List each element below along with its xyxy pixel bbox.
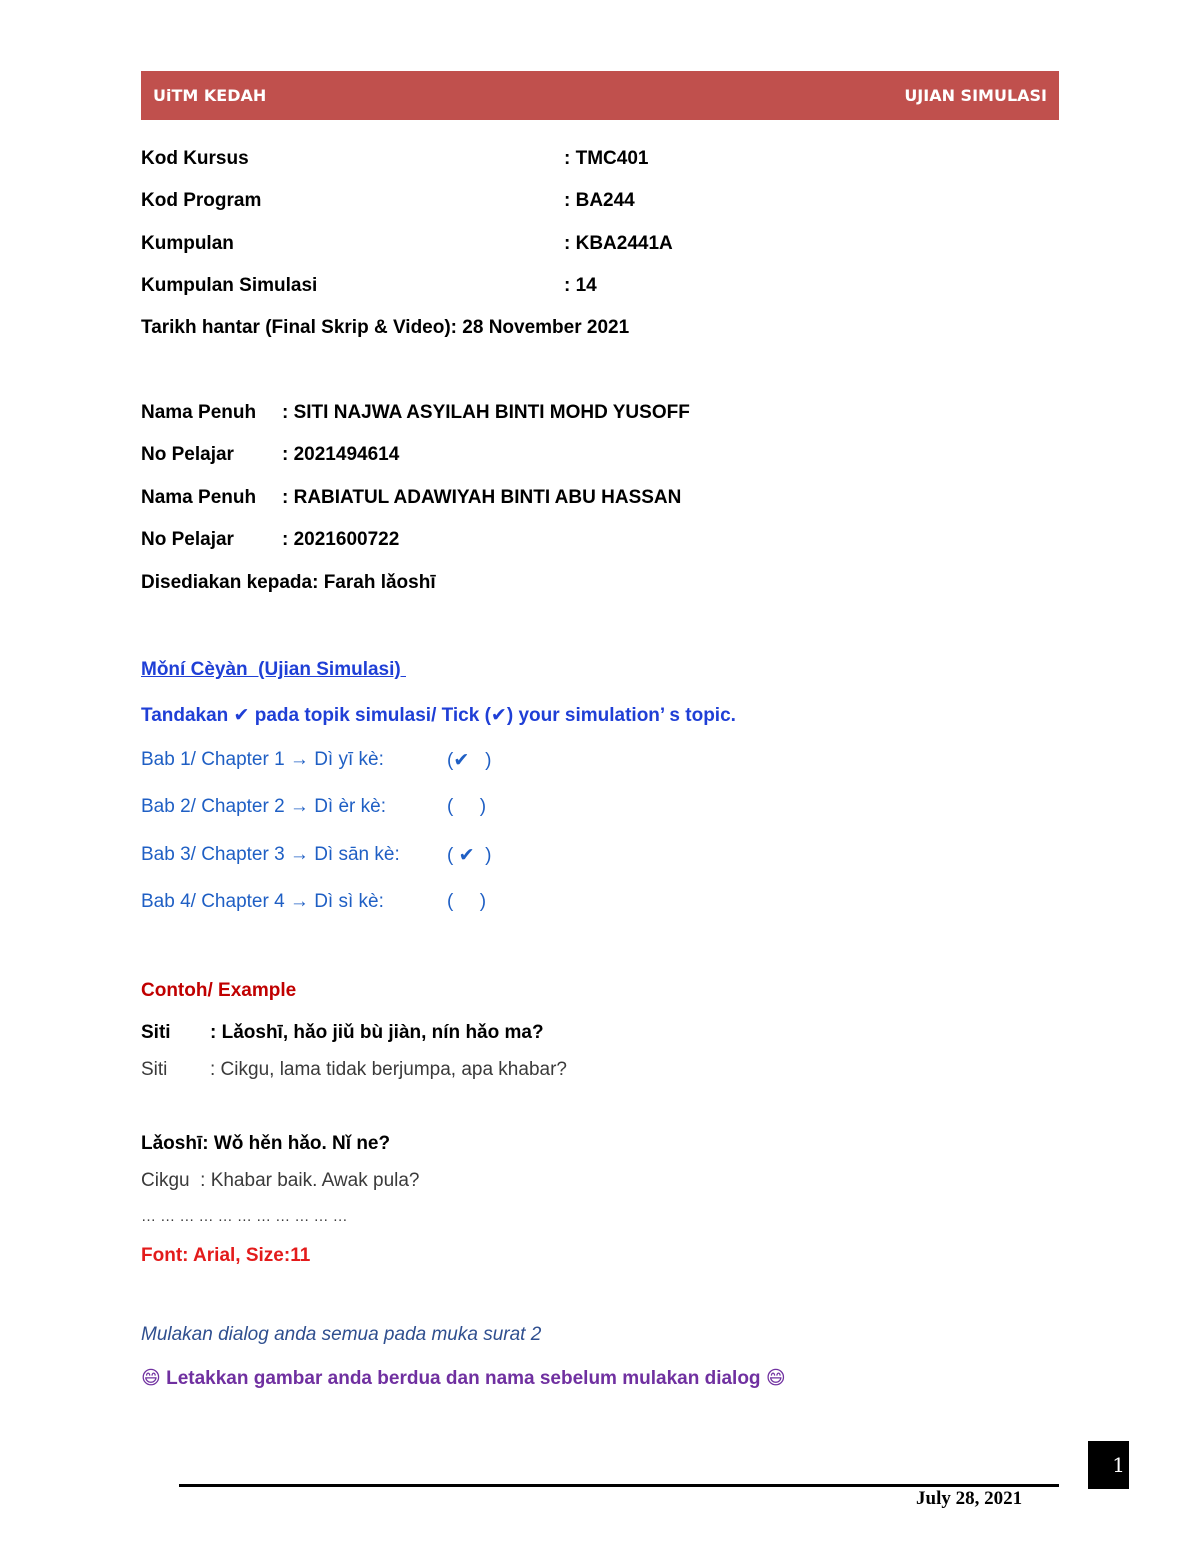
dialog-1-speaker: Siti — [141, 1022, 171, 1043]
page-header — [141, 71, 1059, 120]
chapter-3-tick: ( ✔ ) — [447, 845, 492, 866]
dialog-4-text: Cikgu : Khabar baik. Awak pula? — [141, 1170, 420, 1191]
student-2-name-label: Nama Penuh — [141, 487, 257, 508]
student-1-name-label: Nama Penuh — [141, 402, 257, 423]
group-value: : KBA2441A — [564, 233, 673, 254]
chapter-1-label: Bab 1/ Chapter 1 → Dì yī kè: — [141, 749, 384, 770]
dialog-ellipsis: … … … … … … … … … … … — [141, 1208, 348, 1225]
chapter-2-label: Bab 2/ Chapter 2 → Dì èr kè: — [141, 796, 387, 817]
submission-date: Tarikh hantar (Final Skrip & Video): 28 November 2021 — [141, 317, 630, 338]
program-code-label: Kod Program — [141, 190, 262, 211]
simulation-heading: Mǒní Cèyàn (Ujian Simulasi) — [141, 659, 406, 680]
dialog-2-text: : Cikgu, lama tidak berjumpa, apa khabar? — [210, 1059, 567, 1080]
course-code-label: Kod Kursus — [141, 148, 249, 169]
footer-divider — [179, 1484, 1059, 1487]
group-label: Kumpulan — [141, 233, 234, 254]
simulation-instruction: Tandakan ✔ pada topik simulasi/ Tick (✔) your simulation’ s topic. — [141, 705, 736, 726]
chapter-item-3 — [141, 844, 492, 866]
chapter-item-4 — [141, 891, 487, 913]
footer-date: July 28, 2021 — [916, 1488, 1023, 1509]
course-code-value: : TMC401 — [564, 148, 649, 169]
simulation-group-value: : 14 — [564, 275, 597, 296]
photo-note: 😄 Letakkan gambar anda berdua dan nama sebelum mulakan dialog 😄 — [141, 1368, 786, 1389]
start-dialog-note: Mulakan dialog anda semua pada muka surat 2 — [141, 1324, 542, 1345]
header-institution: UiTM KEDAH — [153, 86, 267, 105]
chapter-2-tick: ( ) — [447, 796, 487, 817]
chapter-3-label: Bab 3/ Chapter 3 → Dì sān kè: — [141, 844, 400, 865]
dialog-3-text: Lǎoshī: Wǒ hěn hǎo. Nǐ ne? — [141, 1133, 391, 1154]
page-number: 1 — [1088, 1441, 1129, 1489]
student-1-id-label: No Pelajar — [141, 444, 234, 465]
dialog-2-speaker: Siti — [141, 1059, 168, 1080]
chapter-item-1 — [141, 749, 492, 771]
program-code-value: : BA244 — [564, 190, 635, 211]
font-note: Font: Arial, Size:11 — [141, 1245, 311, 1266]
prepared-for: Disediakan kepada: Farah lǎoshī — [141, 572, 436, 593]
simulation-group-label: Kumpulan Simulasi — [141, 275, 318, 296]
dialog-1-text: : Lǎoshī, hǎo jiǔ bù jiàn, nín hǎo ma? — [210, 1022, 544, 1043]
chapter-item-2 — [141, 796, 487, 818]
chapter-4-label: Bab 4/ Chapter 4 → Dì sì kè: — [141, 891, 384, 912]
student-2-name: : RABIATUL ADAWIYAH BINTI ABU HASSAN — [282, 487, 682, 508]
student-1-name: : SITI NAJWA ASYILAH BINTI MOHD YUSOFF — [282, 402, 690, 423]
example-heading: Contoh/ Example — [141, 980, 297, 1001]
student-2-id: : 2021600722 — [282, 529, 400, 550]
chapter-4-tick: ( ) — [447, 891, 487, 912]
header-title: UJIAN SIMULASI — [904, 86, 1047, 105]
student-1-id: : 2021494614 — [282, 444, 400, 465]
chapter-1-tick: (✔ ) — [447, 750, 492, 771]
student-2-id-label: No Pelajar — [141, 529, 234, 550]
